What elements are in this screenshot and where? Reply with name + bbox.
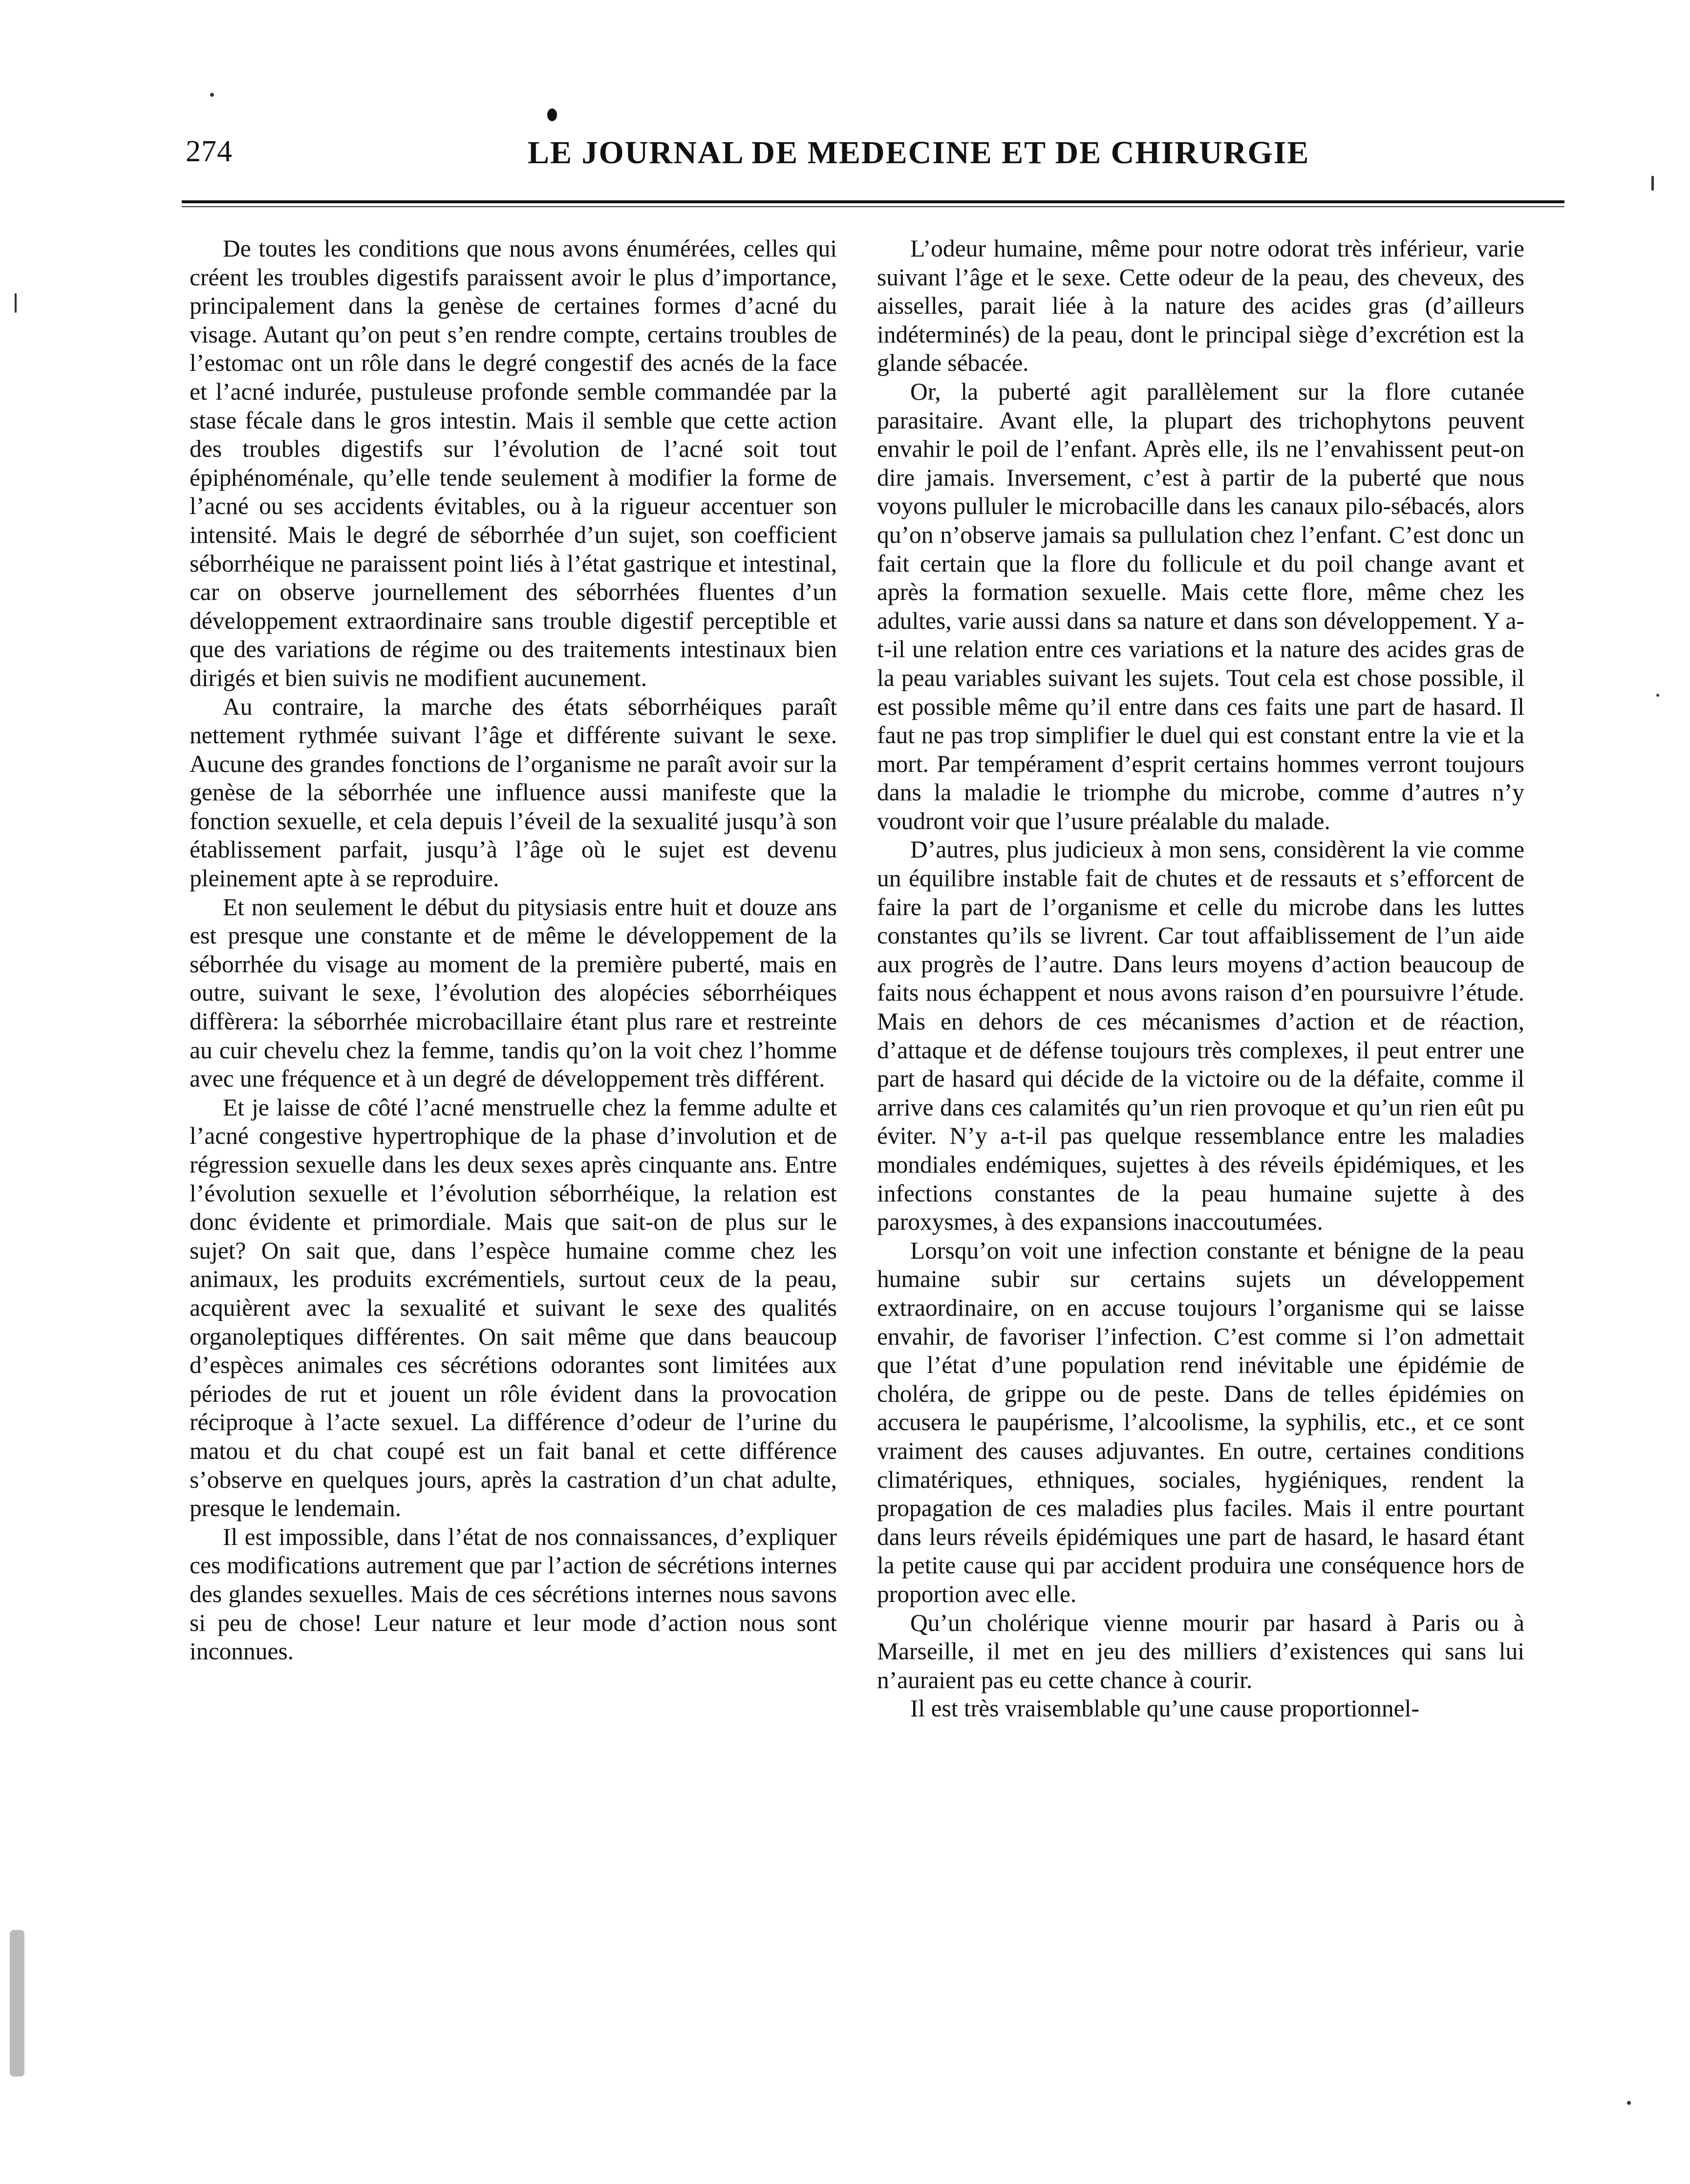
scan-speck bbox=[10, 1930, 24, 2077]
paragraph: De toutes les conditions que nous avons énumérées, celles qui créent les troubles digestifs paraissent avoir le plus d’importance, principalement dans la genèse de certaines formes d’acné du visage. Autant qu’on peut s’en rendre compte, certains troubles de l’estomac ont un rôle dans le degré congestif des acnés de la face et l’acné indurée, pustuleuse profonde semble commandée par la stase fécale dans le gros intestin. Mais il semble que cette action des troubles digestifs sur l’évolution de l’acné soit tout épiphénoménale, qu’elle tende seulement à modifier la forme de l’acné ou ses accidents évitables, ou à la rigueur accentuer son intensité. Mais le degré de séborrhée d’un sujet, son coefficient séborrhéique ne paraissent point liés à l’état gastrique et intestinal, car on observe journellement des séborrhées fluentes d’un développement extraordinaire sans trouble digestif perceptible et que des variations de régime ou des traitements intestinaux bien dirigés et bien suivis ne modifient aucunement. bbox=[190, 235, 837, 691]
page-number: 274 bbox=[186, 135, 233, 168]
right-column bbox=[877, 235, 1524, 1723]
scan-speck bbox=[1656, 694, 1659, 697]
paragraph: L’odeur humaine, même pour notre odorat très inférieur, varie suivant l’âge et le sexe. Cette odeur de la peau, des cheveux, des aisselles, parait liée à la nature des acides gras (d’ailleurs indéterminés) de la peau, dont le principal siège d’excrétion est la glande sébacée. bbox=[877, 235, 1524, 377]
paragraph: Au contraire, la marche des états séborrhéiques paraît nettement rythmée suivant l’âge et différente suivant le sexe. Aucune des grandes fonctions de l’organisme ne paraît avoir sur la genèse de la séborrhée une influence aussi manifeste que la fonction sexuelle, et cela depuis l’éveil de la sexualité jusqu’à son établissement parfait, jusqu’à l’âge où le sujet est devenu pleinement apte à se reproduire. bbox=[190, 693, 837, 892]
paragraph: Or, la puberté agit parallèlement sur la flore cutanée parasitaire. Avant elle, la plupart des trichophytons peuvent envahir le poil de l’enfant. Après elle, ils ne l’envahissent peut-on dire jamais. Inversement, c’est à partir de la puberté que nous voyons pulluler le microbacille dans les canaux pilo-sébacés, alors qu’on n’observe jamais sa pullulation chez l’enfant. C’est donc un fait certain que la flore du follicule et du poil change avant et après la formation sexuelle. Mais cette flore, même chez les adultes, varie aussi dans sa nature et dans son développement. Y a-t-il une relation entre ces variations et la nature des acides gras de la peau variables suivant les sujets. Tout cela est chose possible, il est possible même qu’il entre dans ces faits une part de hasard. Il faut ne pas trop simplifier le duel qui est constant entre la vie et la mort. Par tempérament d’esprit certains hommes verront toujours dans la maladie le triomphe du microbe, comme d’autres n’y voudront voir que l’usure préalable du malade. bbox=[877, 378, 1524, 835]
paragraph: Il est impossible, dans l’état de nos connaissances, d’expliquer ces modifications autrement que par l’action de sécrétions internes des glandes sexuelles. Mais de ces sécrétions internes nous savons si peu de chose! Leur nature et leur mode d’action nous sont inconnues. bbox=[190, 1523, 837, 1665]
header-rule bbox=[182, 200, 1564, 203]
scan-speck bbox=[1627, 2101, 1631, 2105]
scan-speck bbox=[1651, 176, 1654, 191]
left-column bbox=[190, 235, 837, 1666]
paragraph: D’autres, plus judicieux à mon sens, considèrent la vie comme un équilibre instable fait de chutes et de ressauts et s’efforcent de faire la part de l’organisme et celle du microbe dans les luttes constantes qu’ils se livrent. Car tout affaiblissement de l’un aide aux progrès de l’autre. Dans leurs moyens d’action beaucoup de faits nous échappent et nous avons raison d’en poursuivre l’étude. Mais en dehors de ces mécanismes d’action et de réaction, d’attaque et de défense toujours très complexes, il peut entrer une part de hasard qui décide de la victoire ou de la défaite, comme il arrive dans ces calamités qu’un rien provoque et qu’un rien eût pu éviter. N’y a-t-il pas quelque ressemblance entre les maladies mondiales endémiques, sujettes à des réveils épidémiques, et les infections constantes de la peau humaine sujette à des paroxysmes, à des expansions inaccoutumées. bbox=[877, 836, 1524, 1236]
running-header bbox=[186, 129, 1578, 183]
paragraph: Lorsqu’on voit une infection constante et bénigne de la peau humaine subir sur certains sujets un développement extraordinaire, on en accuse toujours l’organisme qui se laisse envahir, de favoriser l’infection. C’est comme si l’on admettait que l’état d’une population rend inévitable une épidémie de choléra, de grippe ou de peste. Dans de telles épidémies on accusera le paupérisme, l’alcoolisme, la syphilis, etc., et ce sont vraiment des causes adjuvantes. En outre, certaines conditions climatériques, ethniques, sociales, hygiéniques, rendent la propagation de ces maladies plus faciles. Mais il entre pourtant dans leurs réveils épidémiques une part de hasard, le hasard étant la petite cause qui par accident produira une conséquence hors de proportion avec elle. bbox=[877, 1237, 1524, 1607]
scan-speck bbox=[15, 293, 17, 313]
scan-speck bbox=[210, 93, 214, 97]
header-rule-thin bbox=[182, 206, 1564, 207]
paragraph: Et non seulement le début du pitysiasis entre huit et douze ans est presque une constante et de même le développement de la séborrhée du visage au moment de la première puberté, mais en outre, suivant le sexe, l’évolution des alopécies séborrhéiques diffèrera: la séborrhée microbacillaire étant plus rare et restreinte au cuir chevelu chez la femme, tandis qu’on la voit chez l’homme avec une fréquence et à un degré de développement très différent. bbox=[190, 893, 837, 1092]
paragraph: Et je laisse de côté l’acné menstruelle chez la femme adulte et l’acné congestive hypertrophique de la phase d’involution et de régression sexuelle dans les deux sexes après cinquante ans. Entre l’évolution sexuelle et l’évolution séborrhéique, la relation est donc évidente et primordiale. Mais que sait-on de plus sur le sujet? On sait que, dans l’espèce humaine comme chez les animaux, les produits excrémentiels, surtout ceux de la peau, acquièrent avec la sexualité et suivant le sexe des qualités organoleptiques différentes. On sait même que dans beaucoup d’espèces animales ces sécrétions odorantes sont limitées aux périodes de rut et jouent un rôle évident dans la provocation réciproque à l’acte sexuel. La différence d’odeur de l’urine du matou et du chat coupé est un fait banal et cette différence s’observe en quelques jours, après la castration d’un chat adulte, presque le lendemain. bbox=[190, 1093, 837, 1522]
journal-title: LE JOURNAL DE MEDECINE ET DE CHIRURGIE bbox=[528, 135, 1310, 171]
paragraph: Qu’un cholérique vienne mourir par hasard à Paris ou à Marseille, il met en jeu des milliers d’existences qui sans lui n’auraient pas eu cette chance à courir. bbox=[877, 1609, 1524, 1693]
paragraph: Il est très vraisemblable qu’une cause proportionnel- bbox=[910, 1695, 1419, 1722]
ink-dot bbox=[547, 108, 557, 121]
